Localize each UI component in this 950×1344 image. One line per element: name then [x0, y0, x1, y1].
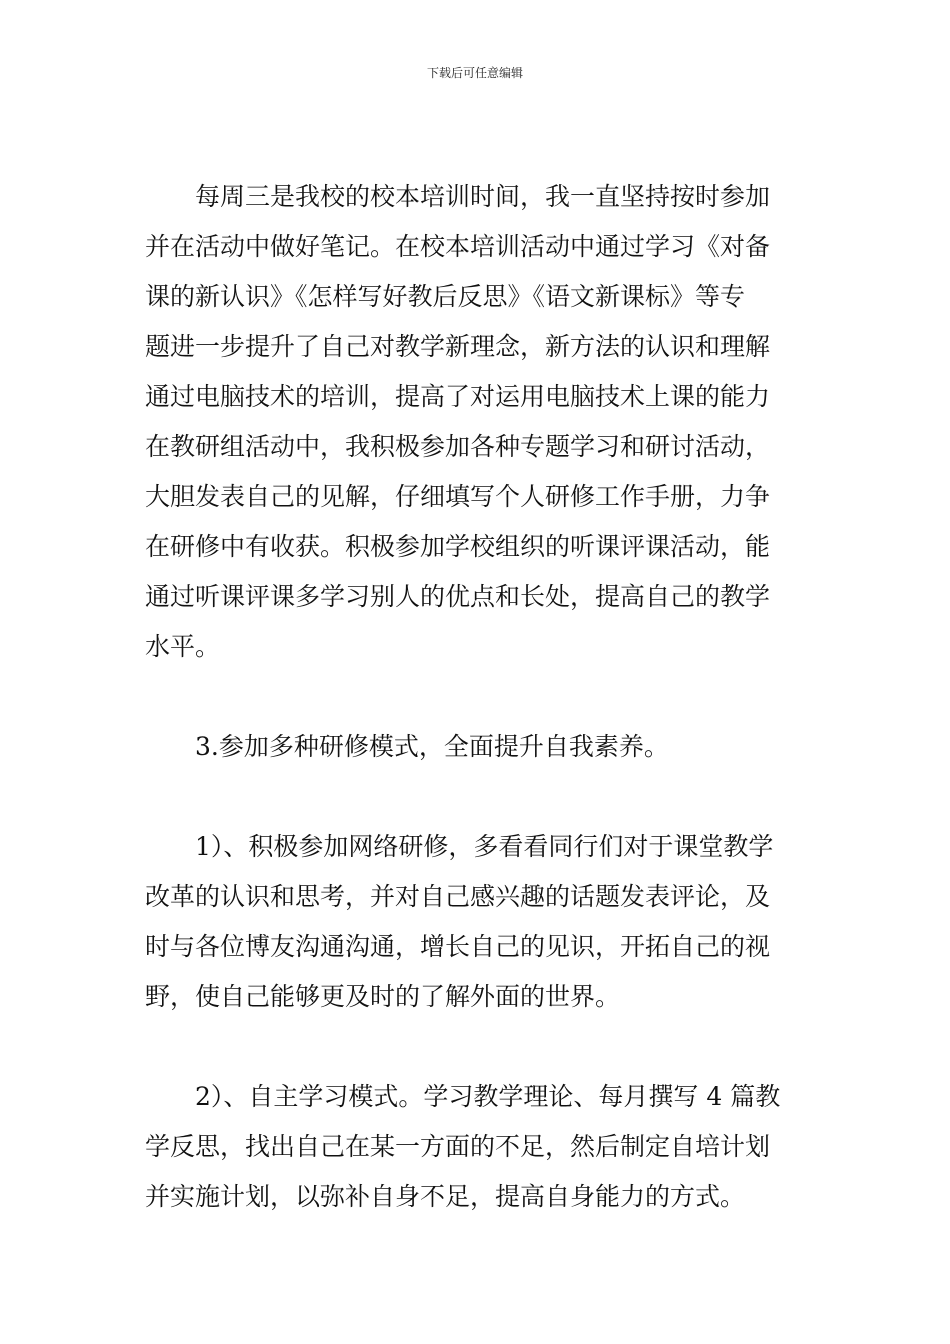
text-line: 水平。 [145, 632, 221, 661]
text-line: 并实施计划，以弥补自身不足，提高自身能力的方式。 [145, 1182, 746, 1211]
section-heading-3 [145, 722, 810, 772]
text-line: 2）、自主学习模式。学习教学理论、每月撰写 4 篇教 [195, 1082, 781, 1111]
text-line: 1）、积极参加网络研修，多看看同行们对于课堂教学 [195, 832, 774, 861]
text-line: 大胆发表自己的见解，仔细填写个人研修工作手册，力争 [145, 482, 771, 511]
text-line: 学反思，找出自己在某一方面的不足，然后制定自培计划 [145, 1132, 771, 1161]
text-line: 改革的认识和思考，并对自己感兴趣的话题发表评论，及 [145, 882, 771, 911]
paragraph-online-training [145, 822, 810, 1022]
paragraph-gap [145, 1022, 810, 1072]
text-line: 在教研组活动中，我积极参加各种专题学习和研讨活动， [145, 432, 771, 461]
text-line: 时与各位博友沟通沟通，增长自己的见识，开拓自己的视 [145, 932, 771, 961]
text-line: 每周三是我校的校本培训时间，我一直坚持按时参加 [195, 182, 771, 211]
text-line: 通过电脑技术的培训，提高了对运用电脑技术上课的能力 [145, 382, 771, 411]
text-line: 3.参加多种研修模式，全面提升自我素养。 [195, 732, 669, 761]
text-line: 野，使自己能够更及时的了解外面的世界。 [145, 982, 621, 1011]
text-line: 在研修中有收获。积极参加学校组织的听课评课活动，能 [145, 532, 771, 561]
text-line: 并在活动中做好笔记。在校本培训活动中通过学习《对备 [145, 232, 771, 261]
page-header: 下载后可任意编辑 [426, 66, 523, 80]
text-line: 课的新认识》《怎样写好教后反思》《语文新课标》等专 [145, 282, 746, 311]
paragraph-self-study [145, 1072, 810, 1222]
paragraph-school-training [145, 172, 810, 672]
document-body [145, 172, 810, 1222]
paragraph-gap [145, 772, 810, 822]
text-line: 通过听课评课多学习别人的优点和长处，提高自己的教学 [145, 582, 771, 611]
paragraph-gap [145, 672, 810, 722]
text-line: 题进一步提升了自己对教学新理念，新方法的认识和理解 [145, 332, 771, 361]
